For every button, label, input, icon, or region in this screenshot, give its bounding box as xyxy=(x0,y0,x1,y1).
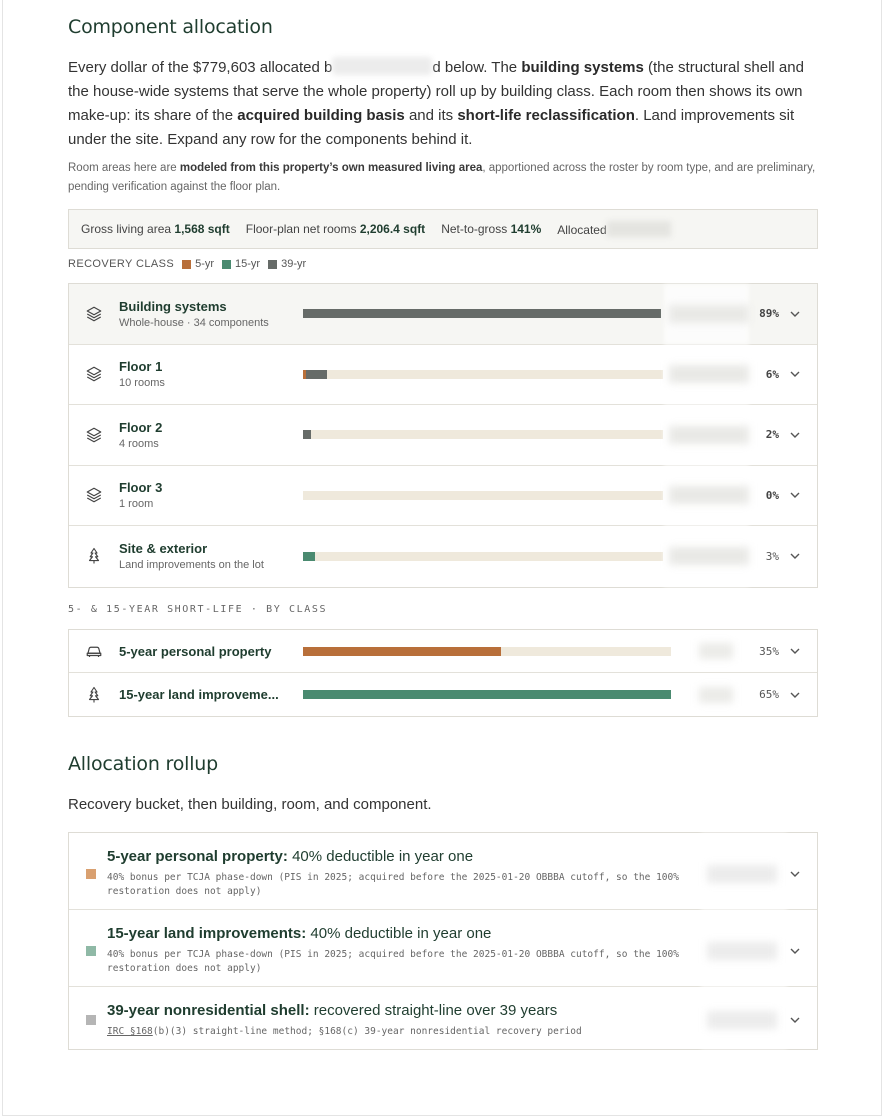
chevron-down-icon[interactable] xyxy=(787,487,803,503)
allocation-bar xyxy=(303,491,663,500)
layers-icon xyxy=(69,365,119,383)
allocation-rollup-subtitle: Recovery bucket, then building, room, and component. xyxy=(68,796,432,813)
rollup-heading xyxy=(107,848,697,865)
bucket-swatch xyxy=(86,1015,96,1025)
gross-label: Gross living area xyxy=(81,222,172,236)
bar-fill xyxy=(303,647,501,656)
bucket-swatch xyxy=(86,869,96,879)
redacted-amount xyxy=(669,486,749,504)
rollup-heading xyxy=(107,925,697,942)
redacted-amount xyxy=(669,365,749,383)
chevron-down-icon[interactable] xyxy=(787,687,803,703)
note-bold: modeled from this property’s own measured living area xyxy=(179,162,483,174)
intro-text: and its xyxy=(404,107,458,124)
rollup-row[interactable] xyxy=(69,833,817,910)
row-subtitle: Whole-house · 34 components xyxy=(119,316,269,329)
bucket-detail: recovered straight-line over 39 years xyxy=(309,1002,558,1019)
intro-text: d below. The xyxy=(432,59,522,76)
chevron-down-icon[interactable] xyxy=(787,866,803,882)
redacted-amount xyxy=(707,1011,777,1029)
allocation-bar xyxy=(303,430,663,439)
note-text: Room areas here are xyxy=(68,162,180,174)
row-text xyxy=(119,359,303,389)
allocation-bar xyxy=(303,370,663,379)
layers-icon xyxy=(69,305,119,323)
bucket-swatch xyxy=(86,946,96,956)
allocated-label: Allocated xyxy=(557,223,607,237)
room-areas-note xyxy=(68,159,818,197)
row-text xyxy=(119,299,303,329)
allocation-rollup-heading: Allocation rollup xyxy=(68,753,218,775)
row-percent: 6% xyxy=(765,367,779,381)
chevron-down-icon[interactable] xyxy=(787,306,803,322)
layers-icon xyxy=(69,486,119,504)
allocation-row[interactable] xyxy=(69,466,817,527)
net-label: Floor-plan net rooms xyxy=(245,222,357,236)
chevron-down-icon[interactable] xyxy=(787,1012,803,1028)
floor-plan-net xyxy=(246,222,425,236)
rollup-row[interactable] xyxy=(69,910,817,987)
row-percent: 89% xyxy=(759,307,779,321)
short-life-row[interactable] xyxy=(69,673,817,716)
bucket-detail: 40% deductible in year one xyxy=(287,848,474,865)
intro-text: . Land improvements sit under the site. Expand any row for the components behind it. xyxy=(68,107,795,148)
summary-bar xyxy=(68,209,818,249)
component-allocation-heading: Component allocation xyxy=(68,16,273,38)
bucket-name: 15-year land improvements: xyxy=(107,925,307,942)
redacted-amount xyxy=(669,426,749,444)
page xyxy=(2,0,882,1116)
legend-swatch-39yr xyxy=(268,260,277,269)
row-title: Floor 2 xyxy=(119,419,163,435)
note-text: , apportioned across the roster by room type, and are preliminary, pending verification against the floor plan. xyxy=(68,162,816,193)
bar-segment-39yr xyxy=(306,370,327,379)
redacted-amount xyxy=(699,643,733,659)
net-value: 2,206.4 sqft xyxy=(359,222,426,236)
chevron-down-icon[interactable] xyxy=(787,643,803,659)
short-life-row[interactable] xyxy=(69,630,817,673)
tree-icon xyxy=(69,686,119,704)
redacted-amount xyxy=(707,942,777,960)
intro-bold: acquired building basis xyxy=(237,107,405,124)
note-text: 40% bonus per TCJA phase-down (PIS in 2025; acquired before the 2025-01-20 OBBBA cutoff, so the 100% restoration does not apply) xyxy=(107,949,679,974)
bar-segment-39yr xyxy=(303,430,311,439)
row-percent: 35% xyxy=(759,644,779,658)
note-text: (b)(3) straight-line method; §168(c) 39-year nonresidential recovery period xyxy=(152,1026,582,1037)
intro-bold: building systems xyxy=(521,59,644,76)
row-text xyxy=(119,480,303,510)
row-percent: 0% xyxy=(765,488,779,502)
redacted-amount xyxy=(707,865,777,883)
net-to-gross xyxy=(441,222,541,236)
allocation-bar xyxy=(303,552,663,561)
allocation-row[interactable] xyxy=(69,405,817,466)
legend-swatch-5yr xyxy=(182,260,191,269)
chevron-down-icon[interactable] xyxy=(787,548,803,564)
allocation-table xyxy=(68,283,818,588)
legend-title: RECOVERY CLASS xyxy=(68,258,175,270)
bucket-detail: 40% deductible in year one xyxy=(306,925,492,942)
allocation-row[interactable] xyxy=(69,526,817,587)
note-text: 40% bonus per TCJA phase-down (PIS in 2025; acquired before the 2025-01-20 OBBBA cutoff, so the 100% restoration does not apply) xyxy=(107,872,679,897)
intro-text: Every dollar of the $779,603 allocated b xyxy=(68,59,333,76)
rollup-heading xyxy=(107,1002,697,1019)
chevron-down-icon[interactable] xyxy=(787,427,803,443)
chevron-down-icon[interactable] xyxy=(787,943,803,959)
row-title: Building systems xyxy=(119,298,227,314)
row-title: Floor 1 xyxy=(119,359,163,375)
row-title: Site & exterior xyxy=(119,541,208,557)
tree-icon xyxy=(69,547,119,565)
row-subtitle: 4 rooms xyxy=(119,437,159,450)
redacted-amount xyxy=(669,547,749,565)
allocation-bar xyxy=(303,309,663,318)
allocated xyxy=(557,221,670,237)
bar-segment-15yr xyxy=(303,552,315,561)
chevron-down-icon[interactable] xyxy=(787,366,803,382)
legend-swatch-15yr xyxy=(222,260,231,269)
intro-bold: short-life reclassification xyxy=(457,107,635,124)
row-text xyxy=(119,541,303,571)
row-percent: 2% xyxy=(765,428,779,442)
recovery-class-legend xyxy=(68,258,306,270)
rollup-note xyxy=(107,948,697,976)
rollup-table xyxy=(68,832,818,1050)
legend-label: 5-yr xyxy=(195,258,215,270)
bar-fill xyxy=(303,690,671,699)
row-subtitle: 10 rooms xyxy=(119,377,165,390)
row-percent: 3% xyxy=(765,549,779,563)
redacted-value xyxy=(607,221,671,237)
row-percent: 65% xyxy=(759,688,779,701)
bucket-name: 39-year nonresidential shell: xyxy=(107,1002,310,1019)
short-life-section-label: 5- & 15-YEAR SHORT-LIFE · BY CLASS xyxy=(68,604,328,615)
intro-text: (the structural shell and the house-wide systems that serve the whole property) roll up by building class. Each room then shows its own make-up: its share of the xyxy=(68,59,804,124)
redacted-amount xyxy=(669,305,749,323)
allocation-row[interactable] xyxy=(69,284,817,345)
layers-icon xyxy=(69,426,119,444)
ntg-label: Net-to-gross xyxy=(441,222,508,236)
gross-value: 1,568 sqft xyxy=(174,222,230,236)
intro-paragraph xyxy=(68,56,818,152)
rollup-note xyxy=(107,871,697,899)
row-title: Floor 3 xyxy=(119,480,163,496)
row-text xyxy=(119,420,303,450)
row-subtitle: Land improvements on the lot xyxy=(119,559,264,572)
short-life-bar xyxy=(303,690,671,699)
car-icon xyxy=(69,642,119,660)
legend-label: 39-yr xyxy=(281,258,307,270)
rollup-row[interactable] xyxy=(69,987,817,1049)
short-life-title: 5-year personal property xyxy=(119,643,272,659)
short-life-table xyxy=(68,629,818,717)
short-life-title: 15-year land improveme... xyxy=(119,687,279,702)
redacted-text xyxy=(332,57,432,75)
bar-segment-39yr xyxy=(303,309,661,318)
gross-living-area xyxy=(81,222,230,236)
legend-label: 15-yr xyxy=(235,258,261,270)
allocation-row[interactable] xyxy=(69,345,817,406)
row-subtitle: 1 room xyxy=(119,498,154,511)
short-life-bar xyxy=(303,647,671,656)
irc-link[interactable]: IRC §168 xyxy=(107,1026,153,1037)
ntg-value: 141% xyxy=(510,222,542,236)
rollup-note xyxy=(107,1025,697,1039)
redacted-amount xyxy=(699,687,733,703)
bucket-name: 5-year personal property: xyxy=(107,848,288,865)
